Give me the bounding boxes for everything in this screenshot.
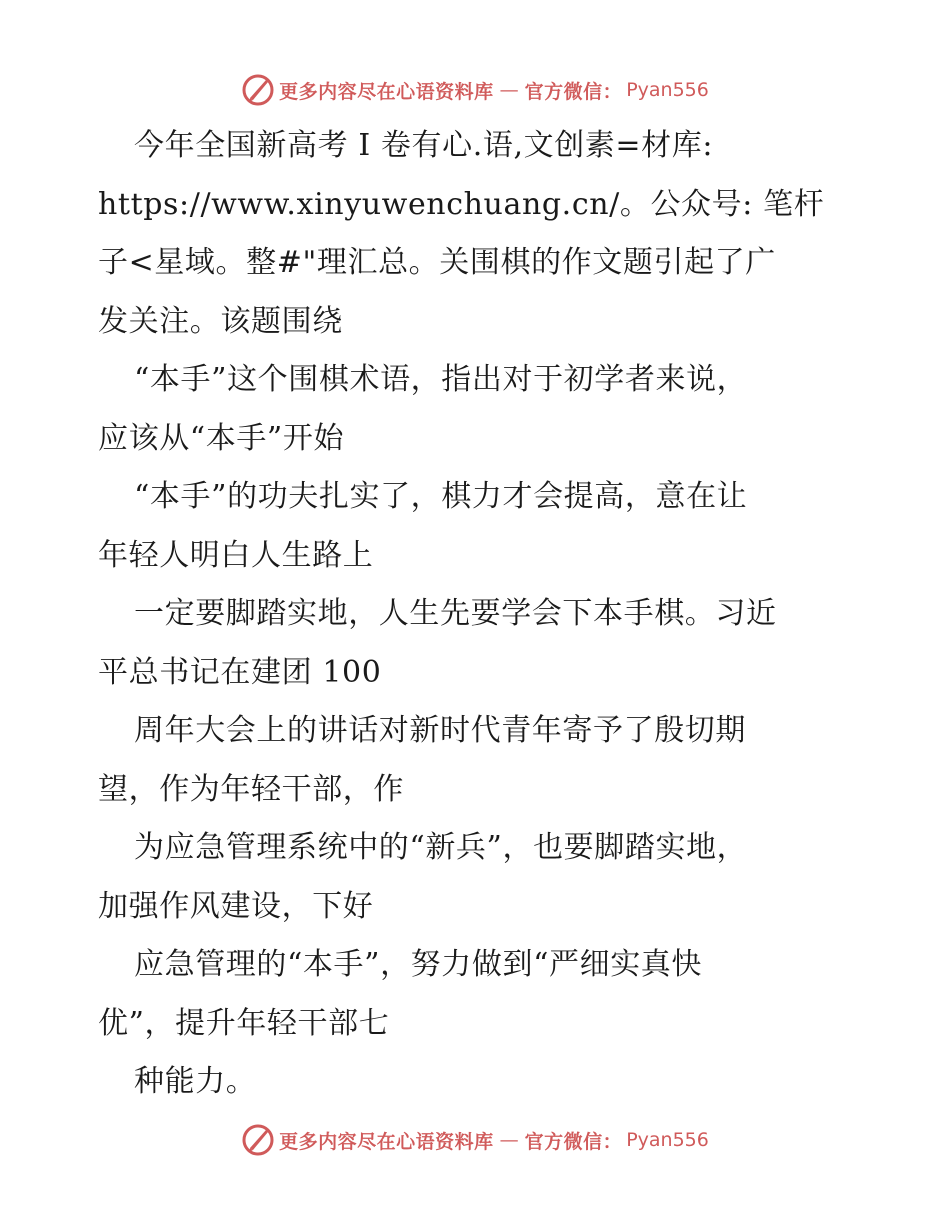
banner-slogan: 更多内容尽在心语资料库 xyxy=(279,80,494,103)
body-line: 加强作风建设，下好 xyxy=(98,888,374,924)
body-line: https://www.xinyuwenchuang.cn/。公众号: 笔杆 xyxy=(98,186,825,222)
body-line: 子<星域。整#"理汇总。关围棋的作文题引起了广 xyxy=(98,245,776,280)
quill-logo-icon xyxy=(241,73,275,107)
banner-dash: — xyxy=(499,1129,519,1151)
body-line: “本手”的功夫扎实了，棋力才会提高，意在让 xyxy=(134,479,748,514)
body-line: 周年大会上的讲话对新时代青年寄予了殷切期 xyxy=(134,713,746,748)
body-line: 平总书记在建团 100 xyxy=(98,654,382,690)
body-line: 优”，提升年轻干部七 xyxy=(98,1005,390,1041)
body-line: 一定要脚踏实地，人生先要学会下本手棋。习近 xyxy=(134,596,777,631)
body-line: 年轻人明白人生路上 xyxy=(98,537,374,573)
banner-wechat-label: 官方微信： xyxy=(524,80,623,103)
banner-dash: — xyxy=(499,79,519,101)
header-banner-inner xyxy=(241,73,709,107)
banner-wechat-id: Pyan556 xyxy=(626,79,709,101)
footer-banner-inner xyxy=(241,1123,709,1157)
body-line: 应该从“本手”开始 xyxy=(98,420,345,456)
banner-slogan: 更多内容尽在心语资料库 xyxy=(279,1130,494,1153)
footer-banner xyxy=(0,1120,950,1160)
banner-wechat-label: 官方微信： xyxy=(524,1130,623,1153)
body-line: 应急管理的“本手”，努力做到“严细实真快 xyxy=(134,947,703,982)
body-line: 发关注。该题围绕 xyxy=(98,303,343,339)
banner-wechat-id: Pyan556 xyxy=(626,1129,709,1151)
body-line: 种能力。 xyxy=(134,1064,257,1099)
document-body xyxy=(98,117,858,1112)
body-line: 望，作为年轻干部，作 xyxy=(98,771,404,807)
body-line: “本手”这个围棋术语，指出对于初学者来说， xyxy=(134,362,748,397)
body-line: 为应急管理系统中的“新兵”，也要脚踏实地， xyxy=(134,830,748,865)
header-banner xyxy=(0,70,950,110)
body-line: 今年全国新高考 Ⅰ 卷有心.语,文创素=材库: xyxy=(134,128,714,163)
quill-logo-icon xyxy=(241,1123,275,1157)
